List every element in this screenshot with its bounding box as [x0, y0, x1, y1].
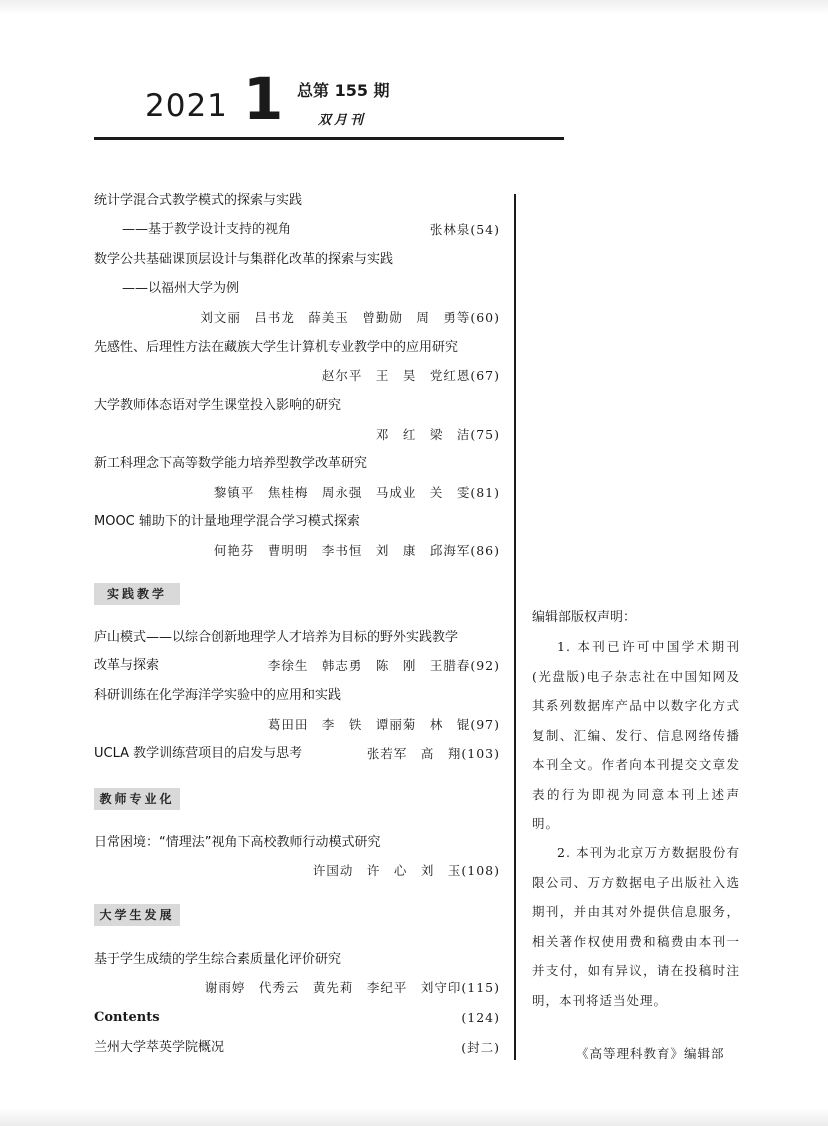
toc-title[interactable]: MOOC 辅助下的计量地理学混合学习模式探索 — [94, 514, 360, 529]
editorial-office-signature: 《高等理科教育》编辑部 — [576, 1046, 725, 1061]
toc-title[interactable]: 日常困境：“情理法”视角下高校教师行动模式研究 — [94, 835, 381, 850]
toc-page: (封二) — [461, 1040, 500, 1055]
toc-subtitle: ——以福州大学为例 — [122, 281, 240, 296]
toc-contents-label[interactable]: Contents — [94, 1010, 160, 1025]
toc-title[interactable]: UCLA 教学训练营项目的启发与思考 — [94, 746, 303, 761]
toc-authors: 张林泉(54) — [429, 222, 500, 237]
header-issue-number: 1 — [243, 65, 284, 133]
copyright-notice-paragraph: 1. 本刊已许可中国学术期刊(光盘版)电子杂志社在中国知网及其系列数据库产品中以数字化方式复制、汇编、发行、信息网络传播本刊全文。作者向本刊提交文章发表的行为即视为同意本刊上述声明。 — [532, 639, 740, 831]
toc-title[interactable]: 新工科理念下高等数学能力培养型教学改革研究 — [94, 456, 368, 471]
toc-authors: 许国动 许 心 刘 玉(108) — [312, 863, 500, 878]
toc-title[interactable]: 基于学生成绩的学生综合素质量化评价研究 — [94, 952, 342, 967]
header-year: 2021 — [145, 88, 228, 124]
page-edge-shadow-top — [0, 0, 828, 14]
toc-subtitle: ——基于教学设计支持的视角 — [122, 222, 292, 237]
toc-authors: 李徐生 韩志勇 陈 刚 王腊春(92) — [267, 658, 500, 673]
header-frequency: 双月刊 — [318, 113, 367, 128]
toc-authors: 邓 红 梁 洁(75) — [375, 427, 500, 442]
column-divider — [514, 194, 516, 1060]
toc-authors: 黎镇平 焦桂梅 周永强 马成业 关 雯(81) — [213, 485, 500, 500]
toc-title[interactable]: 先感性、后理性方法在藏族大学生计算机专业教学中的应用研究 — [94, 340, 459, 355]
toc-authors: 刘文丽 吕书龙 薛美玉 曾勤勋 周 勇等(60) — [200, 310, 500, 325]
toc-authors: 葛田田 李 铁 谭丽菊 林 锟(97) — [267, 717, 500, 732]
header-rule — [94, 137, 564, 140]
header-total-issue: 总第 155 期 — [297, 81, 390, 100]
section-tab-practice: 实践教学 — [94, 583, 180, 605]
toc-authors: 赵尔平 王 昊 党红恩(67) — [321, 368, 500, 383]
toc-title[interactable]: 数学公共基础课顶层设计与集群化改革的探索与实践 — [94, 252, 394, 267]
toc-title[interactable]: 科研训练在化学海洋学实验中的应用和实践 — [94, 688, 342, 703]
section-tab-teacher: 教师专业化 — [94, 788, 180, 810]
toc-title[interactable]: 庐山模式——以综合创新地理学人才培养为目标的野外实践教学 — [94, 630, 459, 645]
toc-title[interactable]: 改革与探索 — [94, 658, 160, 673]
section-tab-student: 大学生发展 — [94, 904, 180, 926]
toc-authors: 张若军 高 翔(103) — [366, 746, 500, 761]
toc-authors: 谢雨婷 代秀云 黄先莉 李纪平 刘守印(115) — [204, 980, 500, 995]
toc-title[interactable]: 大学教师体态语对学生课堂投入影响的研究 — [94, 398, 342, 413]
copyright-notice-title: 编辑部版权声明： — [532, 610, 637, 625]
toc-title[interactable]: 兰州大学萃英学院概况 — [94, 1040, 225, 1055]
toc-title[interactable]: 统计学混合式教学模式的探索与实践 — [94, 193, 303, 208]
toc-authors: 何艳芬 曹明明 李书恒 刘 康 邱海军(86) — [213, 543, 500, 558]
copyright-notice-paragraph: 2. 本刊为北京万方数据股份有限公司、万方数据电子出版社入选期刊，并由其对外提供信息服务，相关著作权使用费和稿费由本刊一并支付，如有异议，请在投稿时注明，本刊将适当处理。 — [532, 845, 740, 1008]
toc-contents-page: (124) — [461, 1010, 500, 1025]
page-edge-shadow-bottom — [0, 1108, 828, 1126]
